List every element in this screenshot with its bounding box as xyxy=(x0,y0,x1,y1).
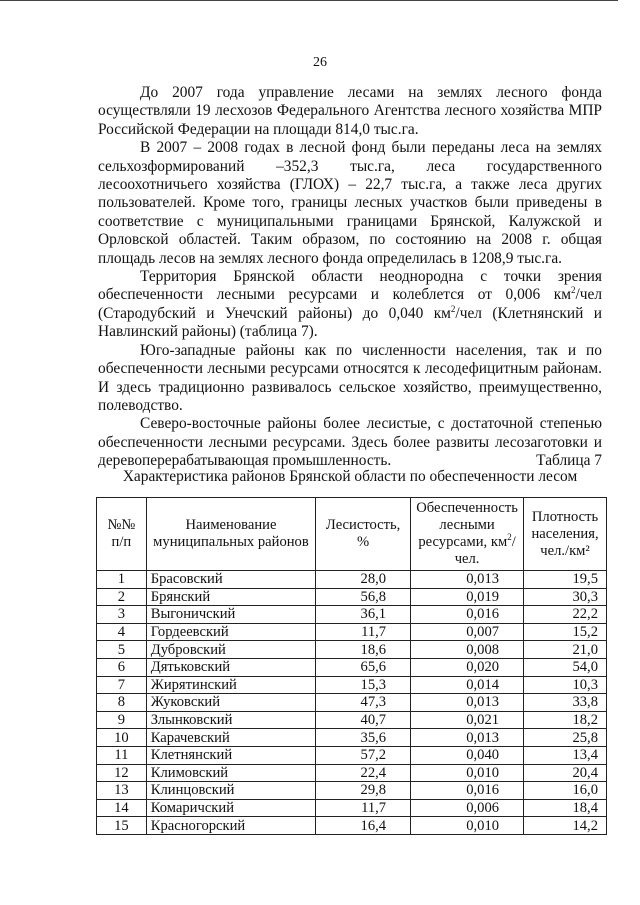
cell-supply: 0,007 xyxy=(411,623,524,641)
table-title: Характеристика районов Брянской области по обеспеченности лесом xyxy=(122,468,578,485)
cell-density: 15,2 xyxy=(524,623,607,641)
cell-supply: 0,019 xyxy=(411,588,524,606)
cell-forest: 11,7 xyxy=(316,799,411,817)
cell-density: 22,2 xyxy=(524,606,607,624)
paragraph-3-sup2: 2 xyxy=(450,303,456,314)
cell-name: Жуковский xyxy=(146,694,315,712)
header-supply-sup: 2 xyxy=(507,532,512,542)
cell-name: Дятьковский xyxy=(146,658,315,676)
table-row xyxy=(97,694,607,712)
cell-supply: 0,040 xyxy=(411,746,524,764)
paragraph-2: В 2007 – 2008 годах в лесной фонд были переданы леса на землях сельхозформирований –352,3 тыс.га, леса государственного лесоохотничьего хозяйства (ГЛОХ) – 22,7 тыс.га, а также леса других пользователей. Кроме того, границы лесных участков были приведены в соответствие с муниципальными границами Брянской, Калужской и Орловской областей. Таким образом, по состоянию на 2008 г. общая площадь лесов на землях лесного фонда определилась в 1208,9 тыс.га. xyxy=(98,139,602,267)
paragraph-3-part3: /чел (Клетнянский и Навлинский районы) (таблица 7). xyxy=(98,304,603,341)
table-row xyxy=(97,641,607,659)
table-row xyxy=(97,658,607,676)
cell-supply: 0,013 xyxy=(411,729,524,747)
paragraph-3-part1: Территория Брянской области неоднородна с точки зрения обеспеченности лесными ресурсами и колеблется от 0,006 км xyxy=(98,268,602,304)
cell-name: Выгоничский xyxy=(146,606,315,624)
page-number: 26 xyxy=(313,55,327,70)
cell-density: 33,8 xyxy=(524,694,607,712)
table-header-row xyxy=(97,498,607,571)
table-row xyxy=(97,571,607,589)
cell-name: Злынковский xyxy=(146,711,315,729)
cell-num: 4 xyxy=(97,623,147,641)
cell-name: Комаричский xyxy=(146,799,315,817)
scan-edge-line xyxy=(0,0,618,1)
header-supply-part2: /чел. xyxy=(454,534,516,567)
table-row xyxy=(97,817,607,835)
cell-density: 19,5 xyxy=(524,571,607,589)
table-row xyxy=(97,729,607,747)
cell-name: Дубровский xyxy=(146,641,315,659)
paragraph-3-part2: /чел (Стародубский и Унечский районы) до 0,040 км xyxy=(98,286,602,322)
cell-density: 18,2 xyxy=(524,711,607,729)
cell-forest: 47,3 xyxy=(316,694,411,712)
header-num: №№ п/п xyxy=(97,498,147,571)
cell-num: 3 xyxy=(97,606,147,624)
cell-density: 25,8 xyxy=(524,729,607,747)
cell-supply: 0,013 xyxy=(411,694,524,712)
table-row xyxy=(97,676,607,694)
header-supply xyxy=(411,498,524,571)
paragraph-5: Северо-восточные районы более лесистые, с достаточной степенью обеспеченности лесными ресурсами. Здесь более развиты лесозаготовки и деревоперерабатывающая промышленность. xyxy=(98,415,602,470)
cell-supply: 0,010 xyxy=(411,817,524,835)
header-forest: Лесистость, % xyxy=(316,498,411,571)
cell-forest: 18,6 xyxy=(316,641,411,659)
cell-density: 18,4 xyxy=(524,799,607,817)
cell-num: 12 xyxy=(97,764,147,782)
cell-forest: 40,7 xyxy=(316,711,411,729)
cell-supply: 0,013 xyxy=(411,571,524,589)
cell-num: 2 xyxy=(97,588,147,606)
table-row xyxy=(97,711,607,729)
forest-table xyxy=(96,497,607,835)
cell-density: 14,2 xyxy=(524,817,607,835)
paragraph-1: До 2007 года управление лесами на землях лесного фонда осуществляли 19 лесхозов Федерального Агентства лесного хозяйства МПР Российской Федерации на площади 814,0 тыс.га. xyxy=(98,84,602,138)
cell-forest: 65,6 xyxy=(316,658,411,676)
paragraph-3 xyxy=(98,268,602,342)
cell-num: 9 xyxy=(97,711,147,729)
cell-num: 8 xyxy=(97,694,147,712)
header-supply-part1: Обеспеченность лесными ресурсами, км xyxy=(416,500,518,550)
cell-num: 10 xyxy=(97,729,147,747)
paragraph-4: Юго-западные районы как по численности населения, так и по обеспеченности лесными ресурсами относятся к лесодефицитным районам. И здесь традиционно развивалось сельское хозяйство, преимущественно, полеводство. xyxy=(98,341,602,414)
header-name: Наименование муниципальных районов xyxy=(146,498,315,571)
table-row xyxy=(97,606,607,624)
cell-density: 54,0 xyxy=(524,658,607,676)
table-row xyxy=(97,782,607,800)
cell-name: Гордеевский xyxy=(146,623,315,641)
cell-forest: 57,2 xyxy=(316,746,411,764)
table-row xyxy=(97,764,607,782)
cell-supply: 0,020 xyxy=(411,658,524,676)
cell-forest: 15,3 xyxy=(316,676,411,694)
cell-supply: 0,016 xyxy=(411,782,524,800)
cell-forest: 22,4 xyxy=(316,764,411,782)
cell-density: 21,0 xyxy=(524,641,607,659)
header-density: Плотность населения, чел./км² xyxy=(524,498,607,571)
cell-forest: 16,4 xyxy=(316,817,411,835)
cell-num: 15 xyxy=(97,817,147,835)
cell-num: 6 xyxy=(97,658,147,676)
cell-supply: 0,021 xyxy=(411,711,524,729)
table-label: Таблица 7 xyxy=(536,452,602,469)
table-row xyxy=(97,799,607,817)
table-row xyxy=(97,746,607,764)
cell-supply: 0,016 xyxy=(411,606,524,624)
cell-forest: 28,0 xyxy=(316,571,411,589)
cell-supply: 0,008 xyxy=(411,641,524,659)
cell-density: 20,4 xyxy=(524,764,607,782)
cell-num: 5 xyxy=(97,641,147,659)
cell-density: 16,0 xyxy=(524,782,607,800)
cell-density: 30,3 xyxy=(524,588,607,606)
cell-name: Клетнянский xyxy=(146,746,315,764)
table-row xyxy=(97,623,607,641)
cell-density: 13,4 xyxy=(524,746,607,764)
cell-supply: 0,014 xyxy=(411,676,524,694)
cell-num: 1 xyxy=(97,571,147,589)
body-text xyxy=(98,84,602,471)
cell-name: Клинцовский xyxy=(146,782,315,800)
cell-name: Брянский xyxy=(146,588,315,606)
cell-num: 14 xyxy=(97,799,147,817)
table-row xyxy=(97,588,607,606)
cell-forest: 29,8 xyxy=(316,782,411,800)
cell-forest: 11,7 xyxy=(316,623,411,641)
cell-forest: 36,1 xyxy=(316,606,411,624)
cell-name: Климовский xyxy=(146,764,315,782)
cell-name: Жирятинский xyxy=(146,676,315,694)
cell-name: Красногорский xyxy=(146,817,315,835)
cell-num: 13 xyxy=(97,782,147,800)
cell-name: Карачевский xyxy=(146,729,315,747)
cell-density: 10,3 xyxy=(524,676,607,694)
cell-num: 11 xyxy=(97,746,147,764)
paragraph-3-sup1: 2 xyxy=(570,285,576,296)
cell-name: Брасовский xyxy=(146,571,315,589)
cell-supply: 0,010 xyxy=(411,764,524,782)
cell-forest: 56,8 xyxy=(316,588,411,606)
cell-supply: 0,006 xyxy=(411,799,524,817)
cell-num: 7 xyxy=(97,676,147,694)
cell-forest: 35,6 xyxy=(316,729,411,747)
